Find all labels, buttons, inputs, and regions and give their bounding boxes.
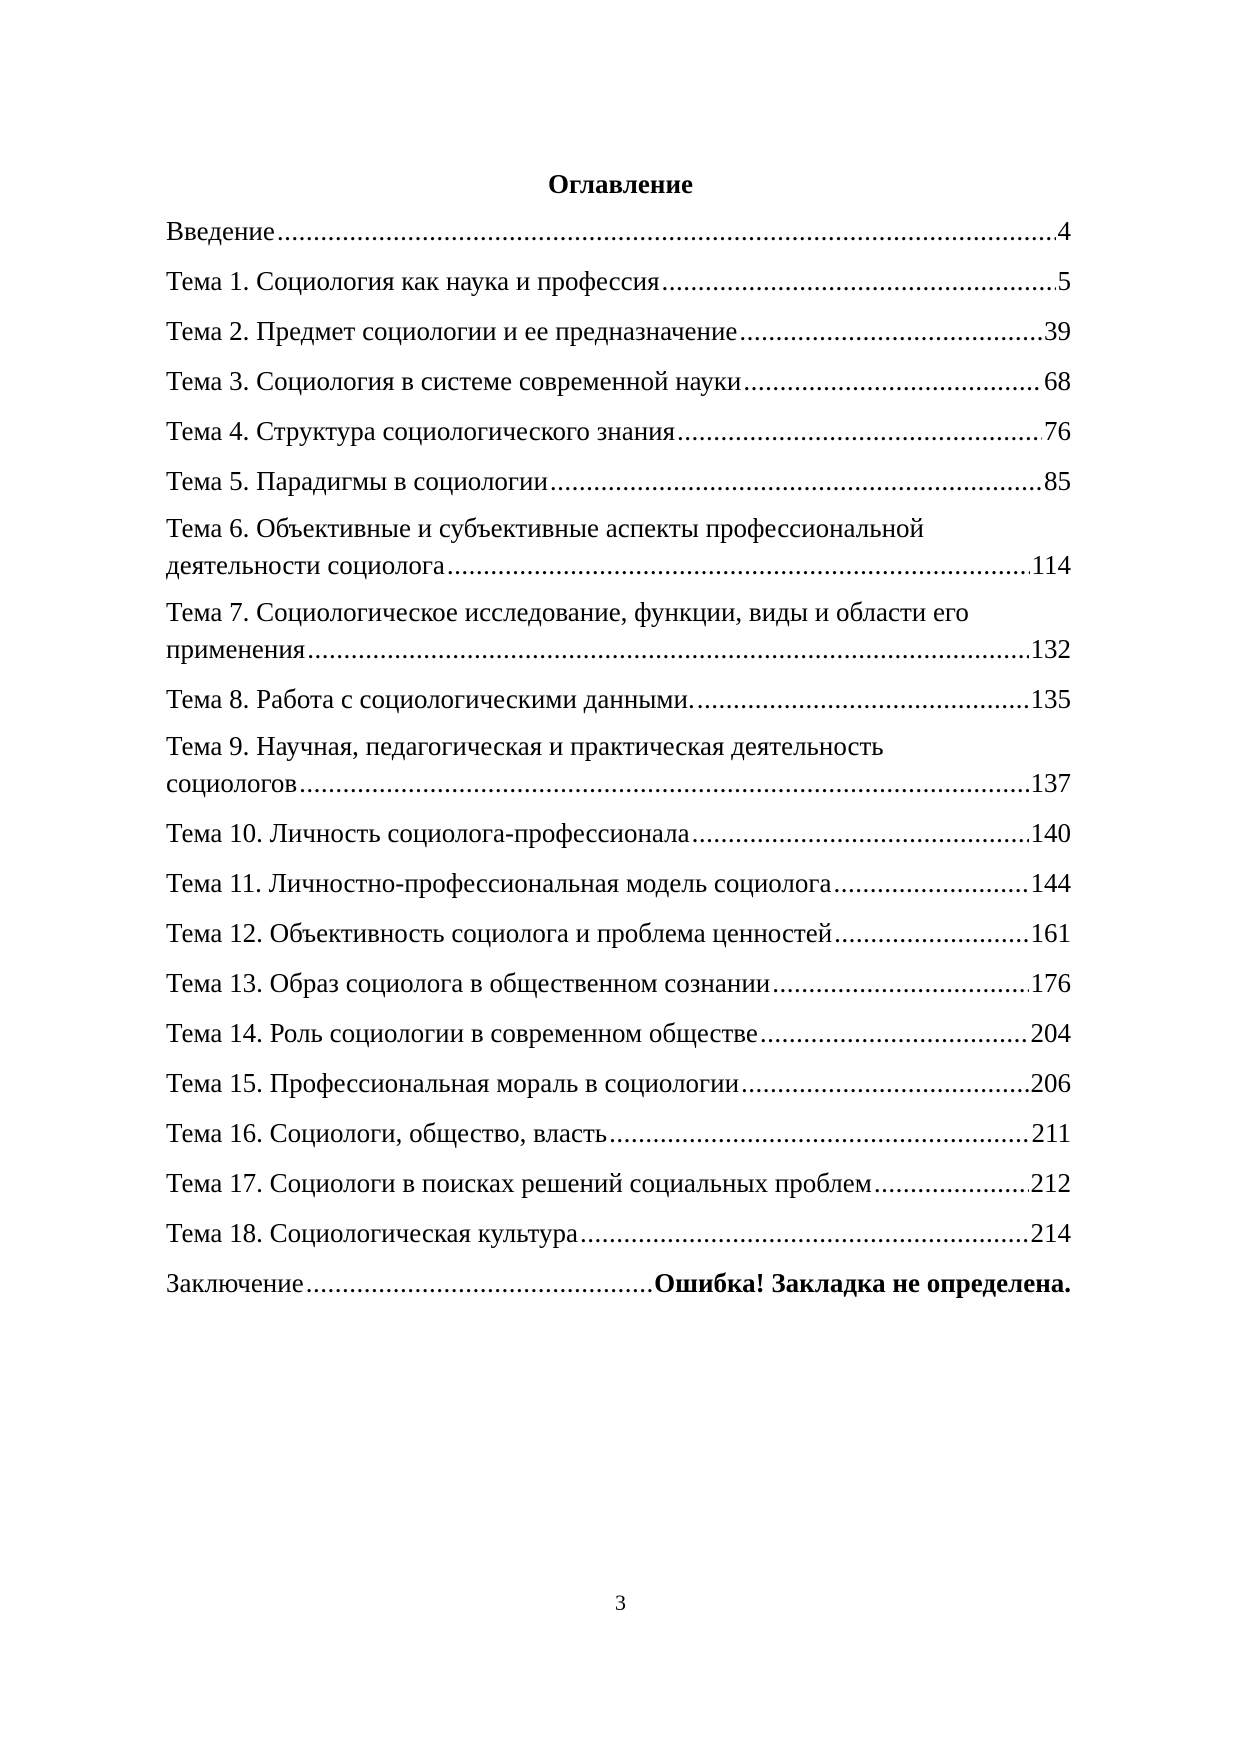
toc-entry-introduction[interactable]: [166, 211, 1071, 251]
toc-entry-text: Тема 1. Социология как наука и профессия: [166, 266, 660, 296]
toc-entry-topic-6[interactable]: [166, 511, 1071, 585]
dot-leader: [580, 1213, 1029, 1253]
toc-entry-topic-13[interactable]: [166, 963, 1071, 1003]
toc-entry-topic-15[interactable]: [166, 1063, 1071, 1103]
dot-leader: [277, 211, 1056, 251]
dot-leader: [306, 1263, 652, 1303]
toc-entry-page: 206: [1030, 1068, 1071, 1098]
toc-entry-page: 114: [1031, 550, 1071, 580]
toc-entry-text: Тема 13. Образ социолога в общественном сознании: [166, 968, 771, 998]
toc-entry-page: 204: [1030, 1018, 1071, 1048]
dot-leader: [662, 261, 1056, 301]
toc-entry-page: 214: [1030, 1218, 1071, 1248]
dot-leader: [692, 813, 1029, 853]
dot-leader: [834, 913, 1028, 953]
toc-entry-text-line-2: применения: [166, 634, 306, 664]
toc-entry-text: Тема 17. Социологи в поисках решений социальных проблем: [166, 1168, 872, 1198]
toc-entry-text: Тема 10. Личность социолога-профессионала: [166, 818, 690, 848]
toc-entry-text: Тема 4. Структура социологического знания: [166, 416, 676, 446]
toc-entry-topic-7[interactable]: [166, 595, 1071, 669]
toc-entry-conclusion[interactable]: [166, 1263, 1071, 1303]
toc-entry-topic-1[interactable]: [166, 261, 1071, 301]
toc-entry-text-line-1: Тема 9. Научная, педагогическая и практическая деятельность: [166, 731, 884, 761]
toc-entry-text: Тема 3. Социология в системе современной науки: [166, 366, 742, 396]
toc-entry-text: Тема 11. Личностно-профессиональная модель социолога: [166, 868, 832, 898]
toc-entry-text-line-1: Тема 6. Объективные и субъективные аспекты профессиональной: [166, 513, 924, 543]
toc-entry-page: 5: [1057, 266, 1071, 296]
dot-leader: [609, 1113, 1029, 1153]
toc-entry-text: Тема 8. Работа с социологическими данными.: [166, 684, 695, 714]
toc-entry-topic-17[interactable]: [166, 1163, 1071, 1203]
dot-leader: [772, 963, 1028, 1003]
toc-entry-text: Тема 5. Парадигмы в социологии: [166, 466, 548, 496]
toc-entry-topic-8[interactable]: [166, 679, 1071, 719]
toc-entry-topic-5[interactable]: [166, 461, 1071, 501]
toc-entry-topic-4[interactable]: [166, 411, 1071, 451]
toc-entry-page: 144: [1030, 868, 1071, 898]
page-number: 3: [615, 1590, 626, 1615]
toc-entry-topic-2[interactable]: [166, 311, 1071, 351]
toc-entry-text: Заключение: [166, 1268, 304, 1298]
dot-leader: [447, 545, 1030, 585]
dot-leader: [743, 361, 1042, 401]
table-of-contents: [166, 211, 1071, 1313]
dot-leader: [299, 763, 1028, 803]
toc-entry-page: 212: [1030, 1168, 1071, 1198]
toc-entry-text: Тема 14. Роль социологии в современном обществе: [166, 1018, 758, 1048]
toc-entry-page: 176: [1030, 968, 1071, 998]
toc-entry-topic-16[interactable]: [166, 1113, 1071, 1153]
toc-entry-topic-12[interactable]: [166, 913, 1071, 953]
toc-entry-page: 4: [1057, 216, 1071, 246]
dot-leader: [307, 629, 1028, 669]
dot-leader: [739, 311, 1042, 351]
dot-leader: [677, 411, 1042, 451]
toc-title: Оглавление: [548, 169, 693, 199]
toc-entry-text: Тема 12. Объективность социолога и проблема ценностей: [166, 918, 833, 948]
toc-entry-text-line-2: социологов: [166, 768, 298, 798]
toc-entry-text: Тема 18. Социологическая культура: [166, 1218, 578, 1248]
toc-entry-page: 85: [1044, 466, 1071, 496]
toc-entry-text: Введение: [166, 216, 275, 246]
toc-entry-page: 132: [1030, 634, 1071, 664]
toc-entry-topic-10[interactable]: [166, 813, 1071, 853]
dot-leader: [760, 1013, 1029, 1053]
toc-entry-page: 161: [1030, 918, 1071, 948]
dot-leader: [697, 679, 1029, 719]
toc-entry-page: 68: [1044, 366, 1071, 396]
toc-entry-page: 140: [1030, 818, 1071, 848]
toc-entry-text: Тема 2. Предмет социологии и ее предназначение: [166, 316, 738, 346]
toc-entry-page: 135: [1030, 684, 1071, 714]
toc-entry-topic-11[interactable]: [166, 863, 1071, 903]
toc-entry-topic-18[interactable]: [166, 1213, 1071, 1253]
dot-leader: [833, 863, 1028, 903]
toc-entry-page: 211: [1031, 1118, 1071, 1148]
toc-entry-page-error: Ошибка! Закладка не определена.: [654, 1268, 1071, 1298]
toc-entry-page: 76: [1044, 416, 1071, 446]
dot-leader: [874, 1163, 1029, 1203]
dot-leader: [741, 1063, 1028, 1103]
toc-entry-page: 39: [1044, 316, 1071, 346]
toc-entry-page: 137: [1030, 768, 1071, 798]
toc-entry-topic-3[interactable]: [166, 361, 1071, 401]
toc-entry-topic-14[interactable]: [166, 1013, 1071, 1053]
toc-entry-text: Тема 16. Социологи, общество, власть: [166, 1118, 608, 1148]
toc-entry-text: Тема 15. Профессиональная мораль в социологии: [166, 1068, 740, 1098]
dot-leader: [550, 461, 1042, 501]
toc-entry-topic-9[interactable]: [166, 729, 1071, 803]
toc-entry-text-line-2: деятельности социолога: [166, 550, 445, 580]
toc-entry-text-line-1: Тема 7. Социологическое исследование, функции, виды и области его: [166, 597, 969, 627]
